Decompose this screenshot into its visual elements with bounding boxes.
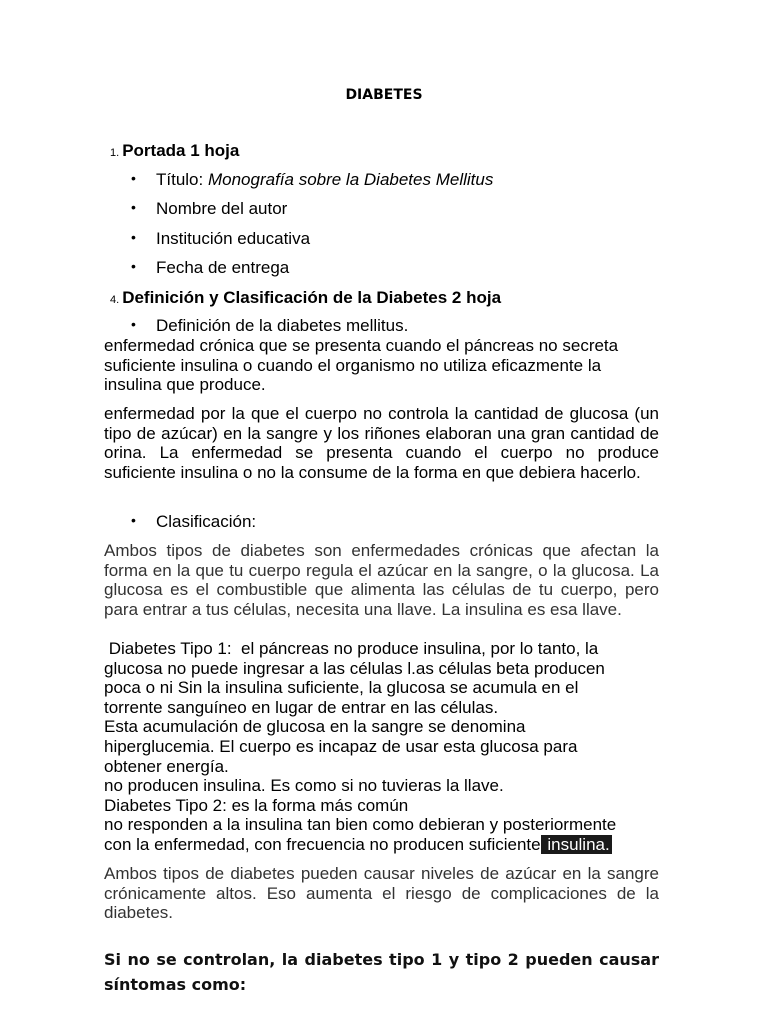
highlighted-text: insulina. — [542, 834, 610, 854]
diabetes-types-block — [104, 639, 659, 855]
type1-line: obtener energía. — [104, 756, 229, 776]
type2-line-text: con la enfermedad, con frecuencia no producen suficiente — [104, 834, 541, 854]
monograph-title: Monografía sobre la Diabetes Mellitus — [207, 170, 494, 189]
type1-line: Diabetes Tipo 1: el páncreas no produce insulina, por lo tanto, la — [104, 639, 599, 658]
symptoms-heading: Si no se controlan, la diabetes tipo 1 y tipo 2 pueden causar síntomas como: — [104, 950, 659, 994]
document-title: DIABETES — [345, 87, 423, 103]
type1-line: torrente sanguíneo en lugar de entrar en las células. — [104, 697, 499, 717]
type2-line: no responden a la insulina tan bien como debieran y posteriormente — [104, 815, 617, 835]
bullet-icon: • — [131, 199, 136, 215]
section-1-heading-text: Portada 1 hoja — [122, 141, 240, 160]
type1-line: glucosa no puede ingresar a las células l.as células beta producen — [104, 658, 605, 678]
section-4-number: 4. — [110, 294, 120, 306]
section-4-heading — [110, 288, 501, 308]
section-1-heading — [110, 141, 239, 161]
type2-line: Diabetes Tipo 2: es la forma más común — [104, 795, 409, 815]
type1-line: poca o ni Sin la insulina suficiente, la glucosa se acumula en el — [104, 678, 579, 698]
list-item-label: Clasificación: — [156, 512, 257, 531]
bullet-icon: • — [131, 258, 136, 274]
list-item-label: Institución educativa — [156, 229, 311, 248]
list-item-label: Fecha de entrega — [156, 258, 290, 277]
list-item-label: Definición de la diabetes mellitus. — [156, 316, 409, 335]
bullet-icon: • — [131, 512, 136, 528]
list-item-label: Título: — [156, 170, 208, 189]
type1-line: Esta acumulación de glucosa en la sangre se denomina — [104, 717, 526, 737]
definition-paragraph-2: enfermedad por la que el cuerpo no controla la cantidad de glucosa (un tipo de azúcar) en la sangre y los riñones elaboran una gran cantidad de orina. La enfermedad se presenta cuando el cuerpo no produce suficiente insulina o no la consume de la forma en que debiera hacerlo. — [104, 404, 659, 482]
bullet-icon: • — [131, 170, 136, 186]
section-1-number: 1. — [110, 147, 120, 159]
section-4-heading-text: Definición y Clasificación de la Diabetes 2 hoja — [122, 288, 502, 307]
classification-paragraph-1: Ambos tipos de diabetes son enfermedades crónicas que afectan la forma en la que tu cuerpo regula el azúcar en la sangre, o la glucosa. La glucosa es el combustible que alimenta las células de tu cuerpo, pero para entrar a tus células, necesita una llave. La insulina es esa llave. — [104, 541, 659, 619]
definition-paragraph-1: enfermedad crónica que se presenta cuando el páncreas no secreta suficiente insulina o cuando el organismo no utiliza eficazmente la insulina que produce. — [104, 336, 619, 395]
type2-line — [104, 835, 659, 855]
type1-line: no producen insulina. Es como si no tuvieras la llave. — [104, 776, 504, 796]
list-item-label: Nombre del autor — [156, 199, 288, 218]
classification-paragraph-2: Ambos tipos de diabetes pueden causar niveles de azúcar en la sangre crónicamente altos. Eso aumenta el riesgo de complicaciones de la diabetes. — [104, 864, 659, 923]
type1-line: hiperglucemia. El cuerpo es incapaz de usar esta glucosa para — [104, 736, 578, 756]
bullet-icon: • — [131, 316, 136, 332]
bullet-icon: • — [131, 229, 136, 245]
